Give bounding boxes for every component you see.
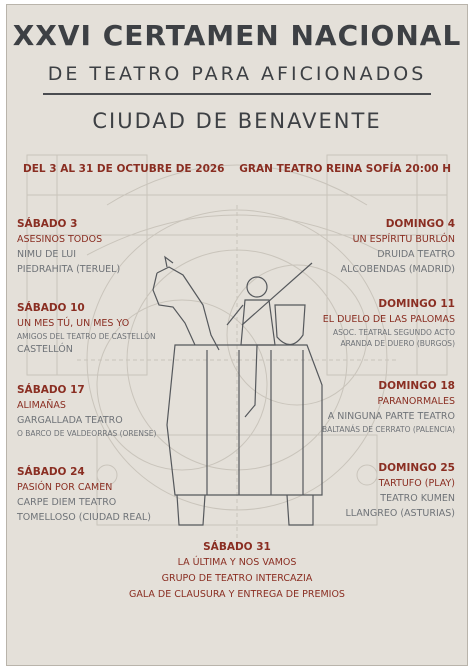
- event-block-right: [322, 379, 455, 435]
- poster: [6, 4, 468, 666]
- event-place: ALCOBENDAS (MADRID): [340, 264, 455, 275]
- closing-event: [7, 539, 467, 603]
- event-company: GRUPO DE TEATRO INTERCAZIA: [161, 573, 313, 584]
- event-company: NIMU DE LUI: [17, 249, 76, 260]
- event-block-left: [17, 217, 120, 277]
- event-day: SÁBADO 17: [17, 384, 85, 396]
- event-block-right: [323, 297, 455, 349]
- event-day: SÁBADO 3: [17, 218, 78, 230]
- event-play: EL DUELO DE LAS PALOMAS: [322, 314, 455, 325]
- festival-venue: GRAN TEATRO REINA SOFÍA 20:00 H: [239, 163, 451, 175]
- event-block-left: [17, 383, 156, 439]
- event-place: PIEDRAHITA (TERUEL): [17, 264, 121, 275]
- event-day: DOMINGO 4: [385, 218, 455, 230]
- event-day: DOMINGO 25: [378, 462, 455, 474]
- event-day: DOMINGO 11: [378, 298, 455, 310]
- event-company: CARPE DIEM TEATRO: [17, 497, 117, 508]
- event-play: UN ESPÍRITU BURLÓN: [352, 234, 455, 245]
- event-block-right: [345, 461, 455, 521]
- event-company: GARGALLADA TEATRO: [17, 415, 123, 426]
- event-play: LA ÚLTIMA Y NOS VAMOS: [177, 557, 297, 568]
- event-day: SÁBADO 10: [17, 302, 85, 314]
- event-day: DOMINGO 18: [378, 380, 455, 392]
- event-block-left: [17, 301, 156, 357]
- event-play: PARANORMALES: [377, 396, 455, 407]
- festival-title: XXVI CERTAMEN NACIONAL: [12, 19, 462, 52]
- event-place: LLANGREO (ASTURIAS): [345, 508, 455, 519]
- event-place: TOMELLOSO (CIUDAD REAL): [17, 512, 151, 523]
- event-play: PASIÓN POR CAMEN: [17, 482, 113, 493]
- festival-dates: DEL 3 AL 31 DE OCTUBRE DE 2026: [23, 163, 225, 175]
- city-heading: CIUDAD DE BENAVENTE: [92, 109, 382, 133]
- event-company: TEATRO KUMEN: [380, 493, 455, 504]
- event-play: TARTUFO (PLAY): [378, 478, 455, 489]
- event-place: O BARCO DE VALDEORRAS (ORENSE): [17, 429, 157, 438]
- event-company: A NINGUNA PARTE TEATRO: [327, 411, 455, 422]
- event-day: SÁBADO 31: [203, 541, 271, 553]
- title-divider: [43, 93, 431, 95]
- event-play: ALIMAÑAS: [17, 400, 66, 411]
- festival-subtitle: DE TEATRO PARA AFICIONADOS: [47, 63, 427, 85]
- event-company: DRUIDA TEATRO: [377, 249, 455, 260]
- event-place: CASTELLÓN: [17, 344, 73, 355]
- event-place: BALTANÁS DE CERRATO (PALENCIA): [322, 425, 455, 434]
- event-day: SÁBADO 24: [17, 466, 85, 478]
- event-play: UN MES TÚ, UN MES YO: [17, 318, 130, 329]
- event-block-right: [341, 217, 455, 277]
- closing-gala-note: GALA DE CLAUSURA Y ENTREGA DE PREMIOS: [129, 589, 345, 600]
- event-place: ARANDA DE DUERO (BURGOS): [340, 339, 455, 348]
- event-play: ASESINOS TODOS: [17, 234, 103, 245]
- event-company: ASOC. TEATRAL SEGUNDO ACTO: [332, 328, 455, 337]
- event-block-left: [17, 465, 151, 525]
- event-company: AMIGOS DEL TEATRO DE CASTELLÓN: [17, 332, 156, 341]
